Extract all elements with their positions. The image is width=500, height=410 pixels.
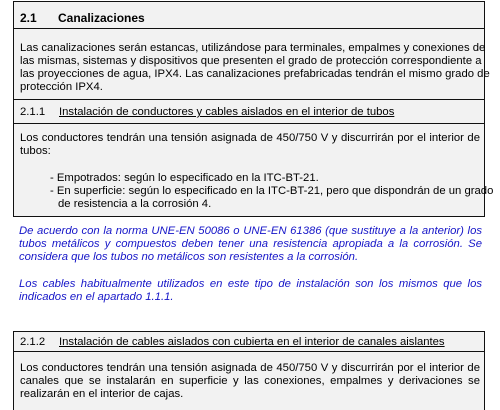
section-2-1-2-para-line-1: Los conductores tendrán una tensión asignada de 450/750 V y discurrirán por el interior de — [20, 362, 480, 374]
section-2-1-2-box — [13, 331, 485, 410]
section-2-1-title-divider — [14, 28, 484, 29]
section-2-1-2-para-line-2: canales que se instalarán en superficie y las conexiones, empalmes y derivaciones se — [20, 375, 480, 387]
section-2-1-1-top-divider — [14, 99, 484, 100]
section-2-1-2-number: 2.1.2 — [20, 336, 46, 348]
section-2-1-2-title: Instalación de cables aislados con cubierta en el interior de canales aislantes — [59, 336, 445, 348]
note-para-2-line-2: indicados en el apartado 1.1.1. — [19, 291, 174, 303]
note-para-1-line-3: considera que los tubos no metálicos son resistentes a la corrosión. — [19, 251, 359, 263]
section-2-1-1-title: Instalación de conductores y cables aislados en el interior de tubos — [59, 106, 395, 118]
section-2-1-para-line-3: las proyecciones de agua, IPX4. Las canalizaciones prefabricadas tendrán el mismo grado de — [20, 68, 490, 80]
section-2-1-para-line-2: las mismas, sistemas y dispositivos que presenten el grado de protección correspondiente a — [20, 55, 482, 67]
list-item-superficie-line-1: - En superficie: según lo especificado en la ITC-BT-21, pero que dispondrán de un grado — [50, 185, 494, 197]
section-2-1-1-title-divider — [14, 123, 484, 124]
note-para-1-line-1: De acuerdo con la norma UNE-EN 50086 o UNE-EN 61386 (que sustituye a la anterior) los — [19, 225, 482, 237]
section-2-1-title: Canalizaciones — [58, 11, 145, 25]
list-item-empotrados: - Empotrados: según lo especificado en la ITC-BT-21. — [50, 172, 319, 184]
section-2-1-2-para-line-3: realizarán en el interior de cajas. — [20, 388, 184, 400]
note-para-1-line-2: tubos metálicos y compuestos deben tener una resistencia apropiada a la corrosión. Se — [19, 238, 482, 250]
section-2-1-1-para-line-1: Los conductores tendrán una tensión asignada de 450/750 V y discurrirán por el interior de — [20, 132, 480, 144]
section-2-1-number: 2.1 — [20, 11, 37, 25]
section-2-1-box — [13, 1, 494, 217]
section-2-1-2-title-divider — [14, 351, 484, 352]
note-para-2-line-1: Los cables habitualmente utilizados en este tipo de instalación son los mismos que los — [19, 278, 482, 290]
list-item-superficie-line-2: de resistencia a la corrosión 4. — [58, 198, 212, 210]
section-2-1-1-number: 2.1.1 — [20, 106, 46, 118]
section-2-1-para-line-1: Las canalizaciones serán estancas, utilizándose para terminales, empalmes y conexiones de — [20, 42, 486, 54]
section-2-1-para-line-4: protección IPX4. — [20, 81, 103, 93]
section-2-1-1-para-line-2: tubos: — [20, 145, 51, 157]
